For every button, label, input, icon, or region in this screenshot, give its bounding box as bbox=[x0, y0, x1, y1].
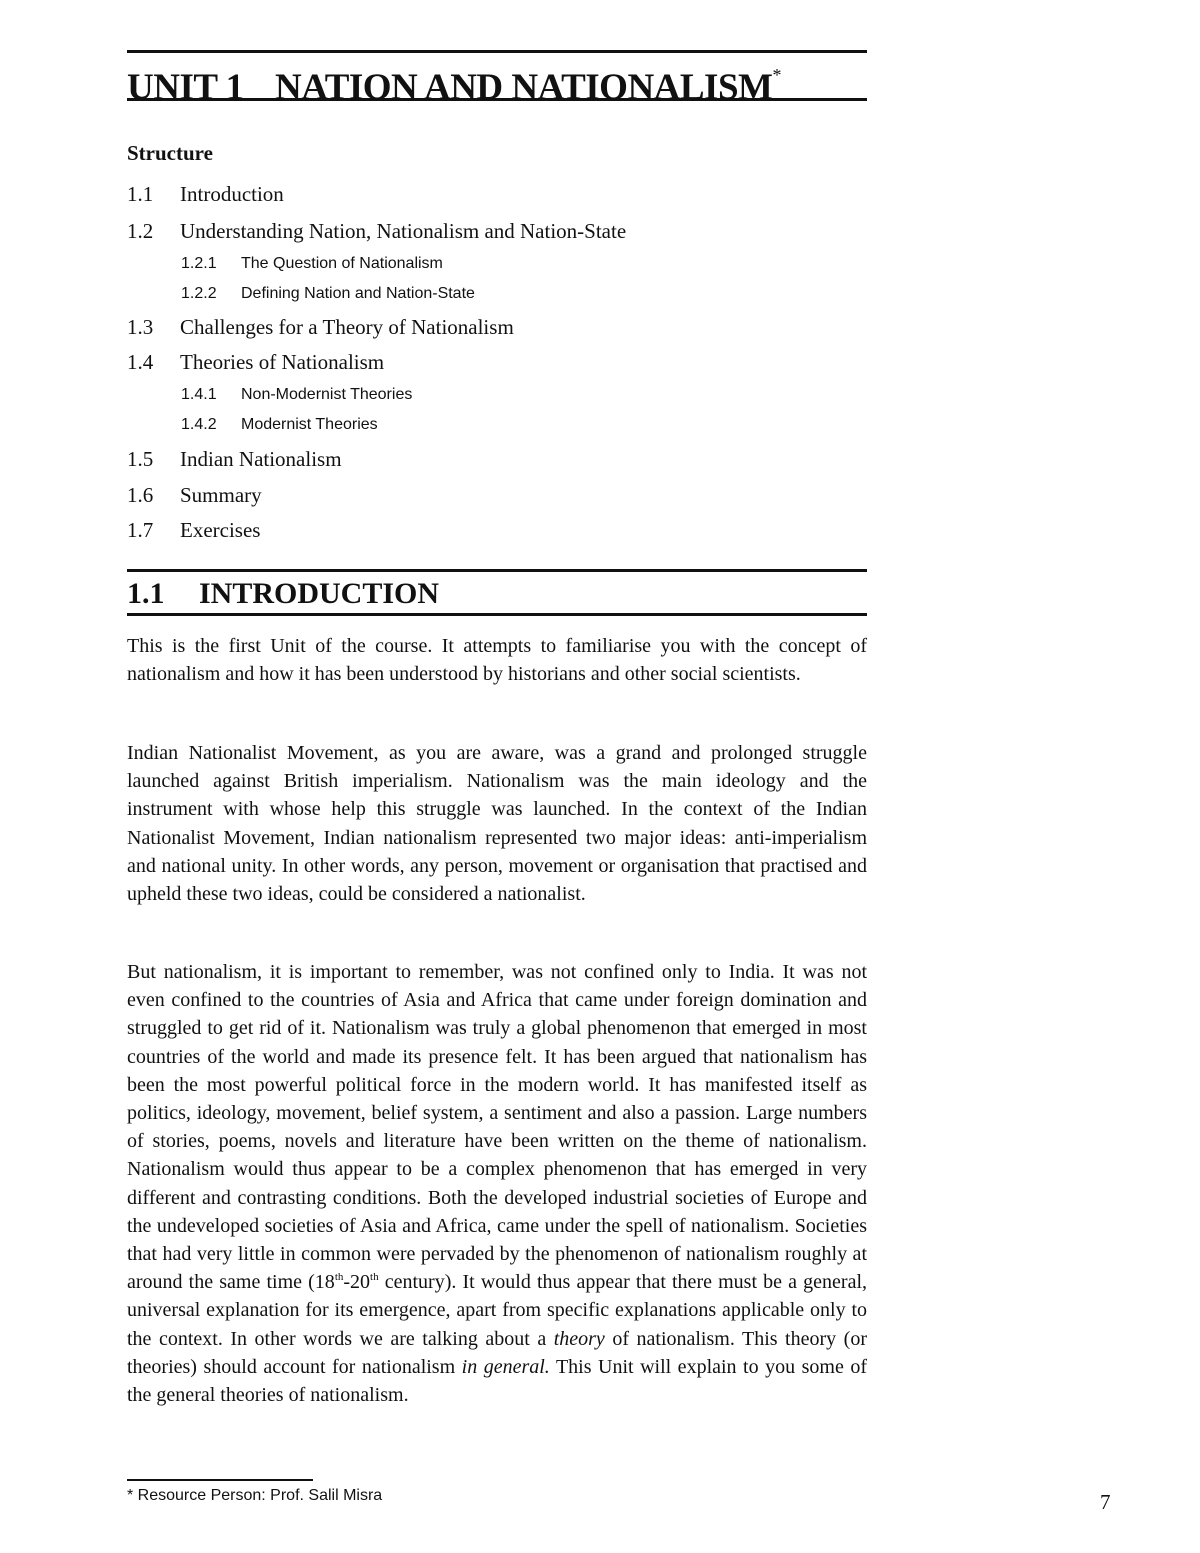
section-bottom-rule bbox=[127, 613, 867, 616]
toc-subitem-label: Non-Modernist Theories bbox=[241, 386, 413, 403]
title-bottom-rule bbox=[127, 98, 867, 101]
unit-title bbox=[127, 52, 781, 111]
toc-item-label: Challenges for a Theory of Nationalism bbox=[180, 315, 514, 339]
toc-subitem-label: Modernist Theories bbox=[241, 416, 378, 433]
toc-item bbox=[127, 218, 626, 244]
structure-heading: Structure bbox=[127, 141, 213, 165]
superscript: th bbox=[370, 1271, 379, 1284]
paragraph-text: century). It would thus appear that there must be a general, universal explanation for its emergence, apart from specific explanations applicable only to the context. In other words we are talking about a bbox=[127, 1271, 868, 1350]
toc-subitem bbox=[181, 414, 378, 436]
section-top-rule bbox=[127, 569, 867, 572]
toc-subitem bbox=[181, 384, 412, 406]
footnote: * Resource Person: Prof. Salil Misra bbox=[127, 1487, 383, 1504]
toc-item-label: Introduction bbox=[180, 182, 284, 206]
toc-item-number: 1.4 bbox=[127, 350, 154, 374]
toc-item-label: Indian Nationalism bbox=[180, 447, 342, 471]
page-number: 7 bbox=[1100, 1490, 1111, 1514]
toc-item bbox=[127, 314, 514, 340]
toc-subitem bbox=[181, 283, 475, 305]
paragraph-intro: This is the first Unit of the course. It attempts to familiarise you with the concept of nationalism and how it has been understood by historians and other social scientists. bbox=[127, 635, 867, 686]
emphasis-theory: theory bbox=[553, 1327, 605, 1350]
unit-number: UNIT 1 bbox=[127, 67, 244, 108]
toc-item-label: Understanding Nation, Nationalism and Nation-State bbox=[180, 219, 627, 243]
paragraph-text: of nationalism. This theory (or theories) should account for nationalism bbox=[127, 1327, 867, 1378]
toc-item bbox=[127, 517, 260, 543]
paragraph-text: -20 bbox=[343, 1271, 371, 1294]
toc-subitem-number: 1.2.1 bbox=[181, 255, 217, 272]
emphasis-in-general: in general. bbox=[461, 1355, 550, 1378]
section-heading bbox=[127, 574, 439, 614]
paragraph-text: This Unit will explain to you some of the general theories of nationalism. bbox=[127, 1355, 867, 1407]
toc-item-number: 1.2 bbox=[127, 219, 154, 243]
toc-item-number: 1.7 bbox=[127, 518, 154, 542]
toc-subitem-label: Defining Nation and Nation-State bbox=[241, 285, 475, 302]
toc-item bbox=[127, 482, 262, 508]
toc-subitem-number: 1.2.2 bbox=[181, 285, 217, 302]
unit-title-footnote-marker: * bbox=[772, 65, 781, 85]
toc-item-label: Summary bbox=[180, 483, 262, 507]
footnote-rule bbox=[127, 1479, 313, 1481]
toc-subitem-label: The Question of Nationalism bbox=[241, 255, 443, 272]
paragraph-text: But nationalism, it is important to remember, was not confined only to India. It was not even confined to the countries of Asia and Africa that came under foreign domination and struggled to get rid of it. Nationalism was truly a global phenomenon that emerged in most countries of the world and made its presence felt. It has been argued that nationalism has been the most powerful political force in the modern world. It has manifested itself as politics, ideology, movement, belief system, a sentiment and also a passion. Large numbers of stories, poems, novels and literature have been written on the theme of nationalism. Nationalism would thus appear to be a complex phenomenon that has emerged in very different and contrasting conditions. Both the developed industrial societies of Europe and the undeveloped societies of Asia and Africa, came under the spell of nationalism. Societies that had very little in common were pervaded by the phenomenon of nationalism roughly at around the same time (18 bbox=[127, 961, 867, 1294]
toc-item-number: 1.6 bbox=[127, 483, 154, 507]
section-number: 1.1 bbox=[127, 577, 165, 610]
toc-subitem-number: 1.4.2 bbox=[181, 416, 217, 433]
toc-item-number: 1.1 bbox=[127, 182, 154, 206]
superscript: th bbox=[334, 1271, 344, 1284]
paragraph-indian-nationalist-movement: Indian Nationalist Movement, as you are aware, was a grand and prolonged struggle launched against British imperialism. Nationalism was the main ideology and the instrument with whose help this struggle was launched. In the context of the Indian Nationalist Movement, Indian nationalism represented two major ideas: anti-imperialism and national unity. In other words, any person, movement or organisation that practised and upheld these two ideas, could be considered a nationalist. bbox=[127, 742, 867, 906]
section-title-text: INTRODUCTION bbox=[199, 577, 440, 610]
toc-item-label: Exercises bbox=[180, 518, 261, 542]
toc-item bbox=[127, 446, 342, 472]
toc-subitem bbox=[181, 253, 443, 275]
toc-item-label: Theories of Nationalism bbox=[180, 350, 385, 374]
toc-item-number: 1.5 bbox=[127, 447, 154, 471]
paragraph-global-nationalism bbox=[127, 958, 867, 1409]
toc-item bbox=[127, 181, 284, 207]
toc-item bbox=[127, 349, 384, 375]
toc-item-number: 1.3 bbox=[127, 315, 154, 339]
unit-title-text: NATION AND NATIONALISM bbox=[275, 67, 773, 108]
toc-subitem-number: 1.4.1 bbox=[181, 386, 217, 403]
